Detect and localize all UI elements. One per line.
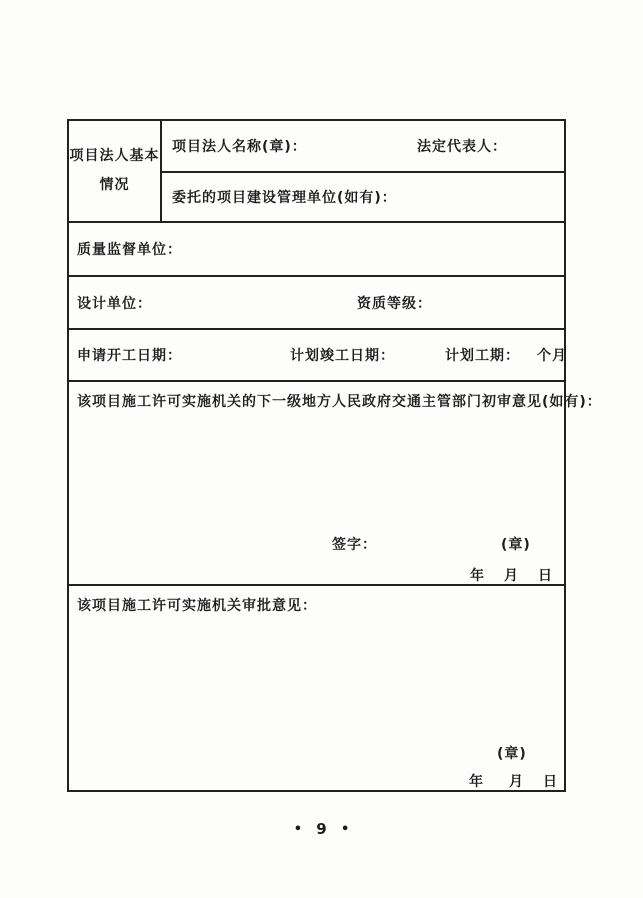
- legal-person-header-line2: 情况: [99, 177, 130, 193]
- page-number: 9: [316, 820, 327, 838]
- entrusted-unit-label: 委托的项目建设管理单位(如有)：: [172, 190, 397, 206]
- preliminary-review-title: 该项目施工许可实施机关的下一级地方人民政府交通主管部门初审意见(如有)：: [77, 394, 602, 410]
- preliminary-review-section: [69, 382, 602, 586]
- legal-person-header-cell: [69, 121, 162, 221]
- construction-permit-form-table: [67, 119, 602, 792]
- seal-label: (章): [497, 746, 527, 762]
- design-unit-row: [69, 277, 564, 330]
- footer-left-dot: •: [293, 822, 303, 837]
- date-month-label: 月: [509, 774, 524, 790]
- date-day-label: 日: [543, 774, 558, 790]
- date-day-label: 日: [538, 568, 553, 584]
- dates-row: [69, 330, 567, 382]
- approval-section: [69, 586, 564, 790]
- seal-label: (章): [501, 537, 531, 553]
- signature-label: 签字：: [332, 537, 377, 553]
- qualification-grade-label: 资质等级：: [357, 295, 432, 312]
- date-year-label: 年: [470, 568, 485, 584]
- date-year-label: 年: [469, 774, 484, 790]
- page-footer: [0, 820, 643, 838]
- legal-person-row: [69, 121, 564, 223]
- design-unit-label: 设计单位：: [77, 295, 152, 312]
- duration-unit-label: 个月: [537, 348, 567, 364]
- legal-person-fields: [162, 121, 564, 221]
- entrusted-unit-cell: [162, 173, 564, 221]
- approval-title: 该项目施工许可实施机关审批意见：: [77, 598, 317, 614]
- legal-person-name-cell: [162, 121, 564, 173]
- completion-date-label: 计划竣工日期：: [290, 348, 395, 364]
- quality-supervision-label: 质量监督单位：: [77, 242, 182, 258]
- legal-person-name-label: 项目法人名称(章)：: [172, 139, 307, 155]
- duration-label: 计划工期：: [445, 348, 520, 364]
- quality-supervision-row: [69, 223, 564, 277]
- legal-representative-label: 法定代表人：: [417, 139, 507, 155]
- start-date-label: 申请开工日期：: [77, 348, 182, 364]
- legal-person-header-line1: 项目法人基本: [69, 148, 160, 164]
- footer-right-dot: •: [340, 822, 350, 837]
- date-month-label: 月: [504, 568, 519, 584]
